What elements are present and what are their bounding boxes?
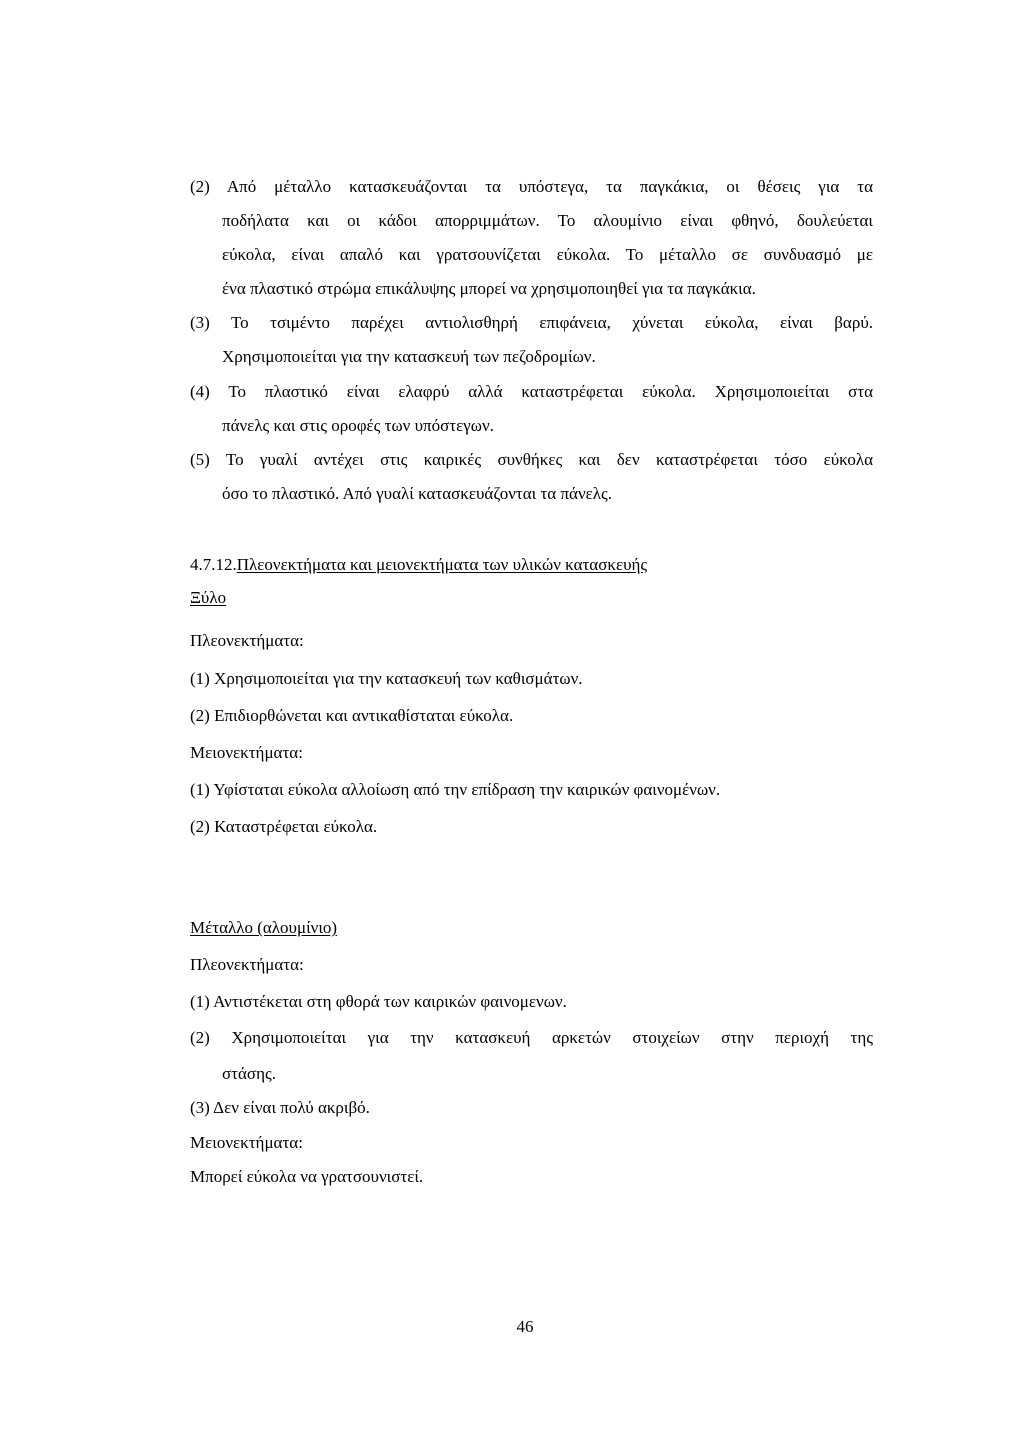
intro-item-3-line-1: (3) Το τσιμέντο παρέχει αντιολισθηρή επιφάνεια, χύνεται εύκολα, είναι βαρύ. — [190, 313, 873, 332]
metal-advantage-item: (3) Δεν είναι πολύ ακριβό. — [190, 1098, 370, 1117]
intro-item-5-line-1: (5) Το γυαλί αντέχει στις καιρικές συνθήκες και δεν καταστρέφεται τόσο εύκολα — [190, 450, 873, 469]
metal-advantage-item: (2) Χρησιμοποιείται για την κατασκευή αρκετών στοιχείων στην περιοχή της — [190, 1028, 873, 1047]
wood-heading: Ξύλο — [190, 588, 227, 607]
intro-item-2-line-4: ένα πλαστικό στρώμα επικάλυψης μπορεί να χρησιμοποιηθεί για τα παγκάκια. — [222, 279, 756, 298]
intro-item-2-line-3: εύκολα, είναι απαλό και γρατσουνίζεται εύκολα. Το μέταλλο σε συνδυασμό με — [222, 245, 873, 264]
wood-advantages-label: Πλεονεκτήματα: — [190, 631, 304, 650]
intro-item-3-line-2: Χρησιμοποιείται για την κατασκευή των πεζοδρομίων. — [222, 347, 596, 366]
metal-disadvantages-label: Μειονεκτήματα: — [190, 1133, 303, 1152]
page-number: 46 — [516, 1317, 534, 1336]
wood-disadvantages-label: Μειονεκτήματα: — [190, 743, 303, 762]
wood-disadvantage-item: (1) Υφίσταται εύκολα αλλοίωση από την επίδραση την καιρικών φαινομένων. — [190, 780, 721, 799]
wood-disadvantage-item: (2) Καταστρέφεται εύκολα. — [190, 817, 378, 836]
intro-item-2-line-1: (2) Από μέταλλο κατασκευάζονται τα υπόστεγα, τα παγκάκια, οι θέσεις για τα — [190, 177, 873, 196]
section-number: 4.7.12. — [190, 555, 237, 574]
metal-advantages-label: Πλεονεκτήματα: — [190, 955, 304, 974]
wood-advantage-item: (2) Επιδιορθώνεται και αντικαθίσταται εύκολα. — [190, 706, 514, 725]
intro-item-5-line-2: όσο το πλαστικό. Από γυαλί κατασκευάζονται τα πάνελς. — [222, 484, 613, 503]
metal-heading: Μέταλλο (αλουμίνιο) — [190, 918, 338, 937]
wood-advantage-item: (1) Χρησιμοποιείται για την κατασκευή των καθισμάτων. — [190, 669, 583, 688]
metal-advantage-item-continued: στάσης. — [222, 1064, 276, 1083]
section-heading — [190, 554, 647, 576]
metal-advantage-item: (1) Αντιστέκεται στη φθορά των καιρικών φαινομενων. — [190, 992, 567, 1011]
metal-disadvantage-item: Μπορεί εύκολα να γρατσουνιστεί. — [190, 1167, 424, 1186]
intro-item-2-line-2: ποδήλατα και οι κάδοι απορριμμάτων. Το αλουμίνιο είναι φθηνό, δουλεύεται — [222, 211, 873, 230]
intro-item-4-line-1: (4) Το πλαστικό είναι ελαφρύ αλλά καταστρέφεται εύκολα. Χρησιμοποιείται στα — [190, 382, 873, 401]
intro-item-4-line-2: πάνελς και στις οροφές των υπόστεγων. — [222, 416, 494, 435]
section-title: Πλεονεκτήματα και μειονεκτήματα των υλικών κατασκευής — [236, 555, 648, 574]
